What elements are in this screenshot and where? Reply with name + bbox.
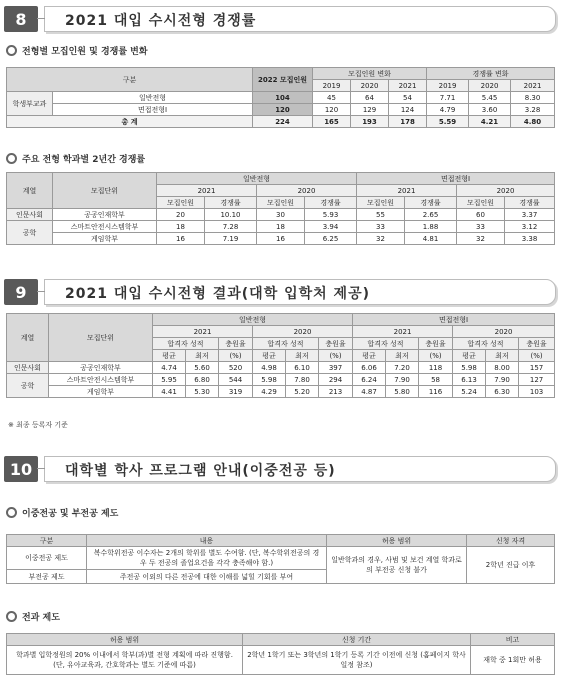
row-name: 면접전형Ⅰ [53,104,253,116]
cell: 3.12 [505,221,555,233]
section-title-box [44,6,556,32]
cell: 5.98 [253,374,286,386]
header-mojib: 모집인원 [157,197,205,209]
header-content: 내용 [87,535,327,547]
year-header: 2019 [427,80,469,92]
header-pct: (%) [219,350,253,362]
header-grade: 합격자 성적 [353,338,419,350]
header-note: 비고 [471,634,555,646]
cell: 32 [357,233,405,245]
cell: 6.24 [353,374,386,386]
header-grade: 합격자 성적 [153,338,219,350]
subsection-label: 이중전공 및 부전공 제도 [22,509,119,519]
header-grade: 합격자 성적 [253,338,319,350]
cell: 5.98 [453,362,486,374]
section-number: 10 [4,456,38,482]
cell: 4.80 [511,116,555,128]
section-title: 2021 대입 수시전형 경쟁률 [65,13,257,29]
cell: 4.98 [253,362,286,374]
cell: 2.65 [405,209,457,221]
cell: 3.37 [505,209,555,221]
section-title-box [44,456,556,482]
cell: 8.30 [511,92,555,104]
year-header: 2021 [511,80,555,92]
header-pct: (%) [519,350,555,362]
cell: 120 [313,104,351,116]
admission-result-table [6,313,555,398]
range-cell: 학과별 입학정원의 20% 이내에서 학부(과)별 전형 계획에 따라 진행함. (단, 유아교육과, 간호학과는 별도 기준에 따름) [7,646,243,675]
header-reg: 충원율 [419,338,453,350]
cell: 4.21 [469,116,511,128]
cell: 16 [257,233,305,245]
unit-cell: 공공인재학부 [53,209,157,221]
cell: 20 [157,209,205,221]
header-2022: 2022 모집인원 [253,68,313,92]
year-header: 2020 [469,80,511,92]
cell: 5.45 [469,92,511,104]
section-8-header [4,6,556,32]
cell: 55 [357,209,405,221]
cell: 1.88 [405,221,457,233]
subsection-heading [6,44,148,57]
cell: 5.30 [186,386,219,398]
cell: 193 [351,116,389,128]
header-pct: (%) [319,350,353,362]
header-general: 일반전형 [153,314,353,326]
cell: 10.10 [205,209,257,221]
cell: 6.10 [286,362,319,374]
cell: 6.80 [186,374,219,386]
dept-competition-table [6,172,555,245]
cell: 8.00 [486,362,519,374]
header-reg: 충원율 [519,338,555,350]
header-reg: 충원율 [319,338,353,350]
cell: 54 [389,92,427,104]
cell: 6.30 [486,386,519,398]
section-title: 대학별 학사 프로그램 안내(이중전공 등) [65,463,336,479]
cell: 3.28 [511,104,555,116]
header-interview: 면접전형Ⅰ [353,314,555,326]
header-low: 최저 [186,350,219,362]
header-comp-change: 경쟁률 변화 [427,68,555,80]
table-row [7,92,555,104]
header-mojib: 모집인원 [257,197,305,209]
row-name: 일반전형 [53,92,253,104]
header-interview: 면접전형Ⅰ [357,173,555,185]
table-row [7,374,555,386]
subsection-label: 전형별 모집인원 및 경쟁률 변화 [22,47,148,57]
cell: 129 [351,104,389,116]
gyeyeol-cell: 공학 [7,374,49,398]
circle-bullet-icon [6,45,17,56]
table-row [7,646,555,675]
cell: 58 [419,374,453,386]
year-header: 2021 [153,326,253,338]
gyeyeol-cell: 공학 [7,221,53,245]
cell: 18 [157,221,205,233]
cell: 4.87 [353,386,386,398]
unit-cell: 스마트안전시스템학부 [53,221,157,233]
year-header: 2019 [313,80,351,92]
header-avg: 평균 [253,350,286,362]
header-gubun: 구분 [7,535,87,547]
year-header: 2021 [357,185,457,197]
range-cell: 일반학과의 경우, 사범 및 보건 계열 학과로의 부전공 신청 불가 [327,547,467,584]
cell: 3.94 [305,221,357,233]
subsection-label: 전과 제도 [22,613,60,623]
content-cell: 주전공 이외의 다른 전공에 대한 이해를 넓힐 기회를 부여 [87,570,327,584]
header-avg: 평균 [453,350,486,362]
cell: 103 [519,386,555,398]
header-comp: 경쟁률 [505,197,555,209]
competition-change-table [6,67,555,128]
section-10-header [4,456,556,482]
cell: 45 [313,92,351,104]
footnote: ※ 최종 등록자 기준 [8,421,68,429]
cell: 294 [319,374,353,386]
header-period: 신청 기간 [243,634,471,646]
cell: 165 [313,116,351,128]
circle-bullet-icon [6,611,17,622]
year-header: 2021 [157,185,257,197]
note-cell: 재학 중 1회만 허용 [471,646,555,675]
header-gubun: 구분 [7,68,253,92]
total-label: 총 계 [7,116,253,128]
header-mojib: 모집인원 [457,197,505,209]
circle-bullet-icon [6,153,17,164]
section-number: 9 [4,279,38,305]
section-title-box [44,279,556,305]
cell: 7.71 [427,92,469,104]
cell: 127 [519,374,555,386]
year-header: 2020 [253,326,353,338]
cell: 4.29 [253,386,286,398]
row-name: 이중전공 제도 [7,547,87,570]
table-row [7,386,555,398]
table-row [7,221,555,233]
unit-cell: 스마트안전시스템학부 [49,374,153,386]
cell: 4.79 [427,104,469,116]
cell: 124 [389,104,427,116]
cell: 7.80 [286,374,319,386]
cell: 397 [319,362,353,374]
cell: 520 [219,362,253,374]
cell: 7.20 [386,362,419,374]
cell: 5.24 [453,386,486,398]
table-row [7,362,555,374]
unit-cell: 공공인재학부 [49,362,153,374]
qual-cell: 2학년 진급 이후 [467,547,555,584]
cell: 5.60 [186,362,219,374]
double-major-table [6,534,555,584]
header-low: 최저 [486,350,519,362]
header-avg: 평균 [353,350,386,362]
table-row [7,233,555,245]
header-gyeyeol: 계열 [7,314,49,362]
cell: 18 [257,221,305,233]
header-low: 최저 [286,350,319,362]
subsection-heading [6,152,145,165]
cell: 16 [157,233,205,245]
header-reg: 충원율 [219,338,253,350]
section-title: 2021 대입 수시전형 결과(대학 입학처 제공) [65,286,370,302]
cell: 118 [419,362,453,374]
cell: 6.13 [453,374,486,386]
cell: 5.20 [286,386,319,398]
header-unit: 모집단위 [53,173,157,209]
cell: 30 [257,209,305,221]
header-qual: 신청 자격 [467,535,555,547]
cell: 64 [351,92,389,104]
cell: 6.25 [305,233,357,245]
cell: 33 [457,221,505,233]
cell-2022: 120 [253,104,313,116]
transfer-table [6,633,555,675]
unit-cell: 게임학부 [53,233,157,245]
total-row [7,116,555,128]
table-row [7,104,555,116]
group-cell: 학생부교과 [7,92,53,116]
header-avg: 평균 [153,350,186,362]
gyeyeol-cell: 인문사회 [7,362,49,374]
cell: 33 [357,221,405,233]
header-general: 일반전형 [157,173,357,185]
cell: 4.81 [405,233,457,245]
cell: 157 [519,362,555,374]
header-unit: 모집단위 [49,314,153,362]
table-row [7,547,555,570]
year-header: 2020 [457,185,555,197]
subsection-heading [6,506,118,519]
cell: 544 [219,374,253,386]
cell-2022: 224 [253,116,313,128]
year-header: 2021 [389,80,427,92]
year-header: 2020 [351,80,389,92]
cell: 60 [457,209,505,221]
gyeyeol-cell: 인문사회 [7,209,53,221]
subsection-heading [6,610,60,623]
header-low: 최저 [386,350,419,362]
cell: 319 [219,386,253,398]
subsection-label: 주요 전형 학과별 2년간 경쟁률 [22,155,146,165]
header-mojib-change: 모집인원 변화 [313,68,427,80]
cell: 7.90 [386,374,419,386]
section-number: 8 [4,6,38,32]
cell: 4.41 [153,386,186,398]
header-comp: 경쟁률 [305,197,357,209]
cell: 6.06 [353,362,386,374]
cell-2022: 104 [253,92,313,104]
period-cell: 2학년 1학기 또는 3학년의 1학기 등록 기간 이전에 신청 (홈페이지 학사일정 참조) [243,646,471,675]
year-header: 2020 [453,326,555,338]
cell: 5.95 [153,374,186,386]
cell: 5.93 [305,209,357,221]
cell: 3.60 [469,104,511,116]
header-comp: 경쟁률 [405,197,457,209]
cell: 32 [457,233,505,245]
cell: 4.74 [153,362,186,374]
header-comp: 경쟁률 [205,197,257,209]
cell: 7.90 [486,374,519,386]
year-header: 2021 [353,326,453,338]
cell: 213 [319,386,353,398]
cell: 3.38 [505,233,555,245]
section-9-header [4,279,556,305]
header-mojib: 모집인원 [357,197,405,209]
year-header: 2020 [257,185,357,197]
cell: 178 [389,116,427,128]
circle-bullet-icon [6,507,17,518]
cell: 7.19 [205,233,257,245]
header-pct: (%) [419,350,453,362]
cell: 5.59 [427,116,469,128]
table-row [7,209,555,221]
cell: 7.28 [205,221,257,233]
header-grade: 합격자 성적 [453,338,519,350]
content-cell: 복수학위전공 이수자는 2개의 학위를 별도 수여함. (단, 복수학위전공의 경우 두 전공의 졸업요건을 각각 충족해야 함.) [87,547,327,570]
header-range: 허용 범위 [7,634,243,646]
cell: 5.80 [386,386,419,398]
header-range: 허용 범위 [327,535,467,547]
unit-cell: 게임학부 [49,386,153,398]
cell: 116 [419,386,453,398]
row-name: 부전공 제도 [7,570,87,584]
header-gyeyeol: 계열 [7,173,53,209]
